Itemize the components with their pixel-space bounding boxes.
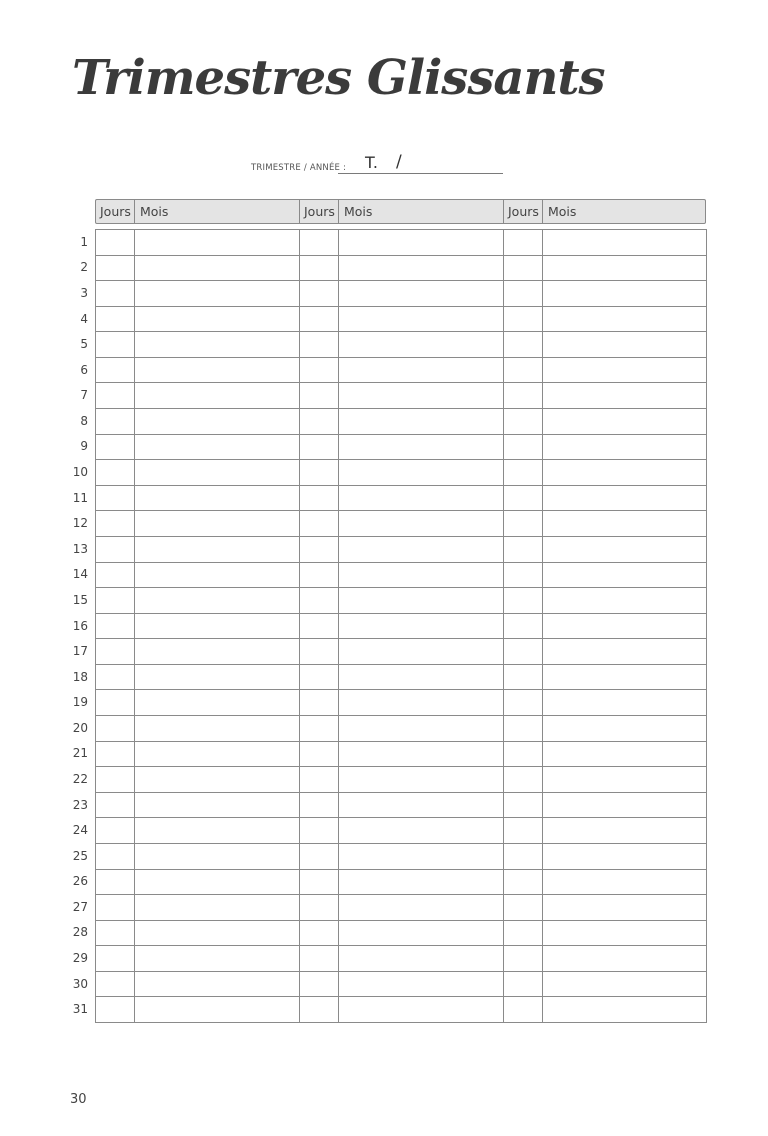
cell-divider [134, 972, 135, 997]
cell-divider [299, 563, 300, 588]
cell-divider [706, 563, 707, 588]
cell-divider [503, 435, 504, 460]
cell-divider [503, 818, 504, 843]
cell-divider [706, 511, 707, 536]
cell-divider [542, 946, 543, 971]
cell-divider [503, 665, 504, 690]
cell-divider [299, 997, 300, 1022]
cell-divider [542, 793, 543, 818]
row-number: 5 [80, 337, 88, 352]
cell-divider [299, 230, 300, 255]
header-jours-2: Jours [304, 204, 335, 219]
cell-divider [338, 844, 339, 869]
cell-divider [503, 972, 504, 997]
cell-divider [706, 716, 707, 741]
cell-divider [134, 639, 135, 664]
day-grid [95, 229, 707, 1023]
table-row [96, 307, 707, 333]
period-label: TRIMESTRE / ANNÉE : [251, 163, 347, 173]
header-jours-1: Jours [100, 204, 131, 219]
cell-divider [503, 486, 504, 511]
cell-divider [338, 332, 339, 357]
cell-divider [338, 818, 339, 843]
cell-divider [503, 383, 504, 408]
cell-divider [706, 435, 707, 460]
cell-divider [299, 972, 300, 997]
row-number: 8 [80, 413, 88, 428]
row-number: 6 [80, 362, 88, 377]
cell-divider [706, 281, 707, 306]
row-number: 7 [80, 388, 88, 403]
cell-divider [134, 563, 135, 588]
cell-divider [299, 690, 300, 715]
cell-divider [299, 332, 300, 357]
row-number: 12 [72, 516, 88, 531]
cell-divider [134, 460, 135, 485]
cell-divider [134, 383, 135, 408]
cell-divider [706, 639, 707, 664]
cell-divider [338, 230, 339, 255]
row-number: 21 [72, 746, 88, 761]
page-number: 30 [70, 1092, 87, 1107]
row-number: 16 [72, 618, 88, 633]
cell-divider [338, 767, 339, 792]
cell-divider [338, 460, 339, 485]
cell-divider [542, 997, 543, 1022]
cell-divider [299, 665, 300, 690]
cell-divider [706, 256, 707, 281]
table-row [96, 870, 707, 896]
cell-divider [706, 409, 707, 434]
table-row [96, 435, 707, 461]
cell-divider [299, 486, 300, 511]
cell-divider [338, 639, 339, 664]
row-number: 18 [72, 669, 88, 684]
cell-divider [503, 588, 504, 613]
cell-divider [503, 742, 504, 767]
cell-divider [542, 537, 543, 562]
row-number: 14 [72, 567, 88, 582]
cell-divider [503, 256, 504, 281]
cell-divider [706, 742, 707, 767]
cell-divider [542, 486, 543, 511]
cell-divider [706, 588, 707, 613]
cell-divider [706, 870, 707, 895]
cell-divider [542, 383, 543, 408]
table-row [96, 946, 707, 972]
cell-divider [503, 844, 504, 869]
cell-divider [542, 742, 543, 767]
cell-divider [134, 895, 135, 920]
row-number: 20 [72, 720, 88, 735]
cell-divider [299, 716, 300, 741]
cell-divider [299, 767, 300, 792]
cell-divider [338, 614, 339, 639]
cell-divider [338, 307, 339, 332]
table-row [96, 818, 707, 844]
table-row [96, 563, 707, 589]
row-number: 29 [72, 951, 88, 966]
cell-divider [299, 946, 300, 971]
cell-divider [134, 716, 135, 741]
cell-divider [134, 307, 135, 332]
row-number: 27 [72, 899, 88, 914]
cell-divider [338, 997, 339, 1022]
cell-divider [338, 921, 339, 946]
cell-divider [542, 690, 543, 715]
cell-divider [542, 895, 543, 920]
cell-divider [134, 537, 135, 562]
cell-divider [542, 256, 543, 281]
row-number: 25 [72, 848, 88, 863]
cell-divider [706, 383, 707, 408]
cell-divider [299, 921, 300, 946]
cell-divider [299, 358, 300, 383]
table-row [96, 383, 707, 409]
cell-divider [542, 563, 543, 588]
table-row [96, 972, 707, 998]
cell-divider [299, 281, 300, 306]
cell-divider [706, 332, 707, 357]
cell-divider [299, 639, 300, 664]
cell-divider [299, 742, 300, 767]
cell-divider [503, 537, 504, 562]
table-row [96, 614, 707, 640]
table-row [96, 793, 707, 819]
cell-divider [299, 511, 300, 536]
cell-divider [503, 307, 504, 332]
cell-divider [338, 435, 339, 460]
cell-divider [706, 358, 707, 383]
cell-divider [134, 256, 135, 281]
cell-divider [706, 793, 707, 818]
table-row [96, 230, 707, 256]
row-number: 19 [72, 695, 88, 710]
cell-divider [706, 921, 707, 946]
row-number: 30 [72, 976, 88, 991]
cell-divider [134, 409, 135, 434]
row-number: 3 [80, 285, 88, 300]
cell-divider [542, 281, 543, 306]
table-row [96, 716, 707, 742]
cell-divider [299, 435, 300, 460]
cell-divider [338, 895, 339, 920]
cell-divider [338, 690, 339, 715]
cell-divider [503, 895, 504, 920]
cell-divider [299, 588, 300, 613]
cell-divider [134, 921, 135, 946]
cell-divider [542, 818, 543, 843]
table-row [96, 844, 707, 870]
cell-divider [134, 997, 135, 1022]
cell-divider [338, 383, 339, 408]
cell-divider [299, 307, 300, 332]
table-row [96, 358, 707, 384]
cell-divider [503, 716, 504, 741]
cell-divider [338, 358, 339, 383]
cell-divider [706, 946, 707, 971]
table-row [96, 537, 707, 563]
row-number: 31 [72, 1002, 88, 1017]
table-row [96, 639, 707, 665]
cell-divider [542, 870, 543, 895]
header-mois-1: Mois [140, 204, 169, 219]
cell-divider [706, 486, 707, 511]
row-number: 26 [72, 874, 88, 889]
cell-divider [503, 230, 504, 255]
row-number: 22 [72, 771, 88, 786]
cell-divider [338, 409, 339, 434]
cell-divider [338, 588, 339, 613]
row-number: 11 [72, 490, 88, 505]
cell-divider [503, 281, 504, 306]
table-row [96, 895, 707, 921]
cell-divider [299, 383, 300, 408]
cell-divider [706, 614, 707, 639]
cell-divider [503, 511, 504, 536]
row-number: 17 [72, 644, 88, 659]
cell-divider [338, 511, 339, 536]
cell-divider [134, 767, 135, 792]
table-row [96, 511, 707, 537]
cell-divider [542, 409, 543, 434]
cell-divider [542, 358, 543, 383]
row-number: 10 [72, 465, 88, 480]
table-row [96, 921, 707, 947]
cell-divider [503, 997, 504, 1022]
cell-divider [338, 665, 339, 690]
period-separator: / [396, 152, 402, 172]
row-number: 9 [80, 439, 88, 454]
cell-divider [542, 307, 543, 332]
cell-divider [503, 946, 504, 971]
cell-divider [503, 921, 504, 946]
cell-divider [706, 972, 707, 997]
cell-divider [134, 281, 135, 306]
cell-divider [542, 460, 543, 485]
cell-divider [134, 358, 135, 383]
cell-divider [299, 409, 300, 434]
table-row [96, 665, 707, 691]
cell-divider [338, 793, 339, 818]
cell-divider [503, 870, 504, 895]
cell-divider [299, 460, 300, 485]
row-number: 4 [80, 311, 88, 326]
row-number: 24 [72, 823, 88, 838]
cell-divider [338, 742, 339, 767]
cell-divider [338, 486, 339, 511]
cell-divider [134, 742, 135, 767]
table-row [96, 332, 707, 358]
cell-divider [542, 665, 543, 690]
cell-divider [134, 511, 135, 536]
table-row [96, 588, 707, 614]
table-row [96, 486, 707, 512]
cell-divider [706, 895, 707, 920]
row-number: 13 [72, 541, 88, 556]
cell-divider [134, 870, 135, 895]
cell-divider [299, 793, 300, 818]
row-number: 1 [80, 234, 88, 249]
cell-divider [503, 409, 504, 434]
cell-divider [706, 818, 707, 843]
cell-divider [503, 460, 504, 485]
period-prefix: T. [365, 153, 378, 172]
cell-divider [338, 716, 339, 741]
header-jours-3: Jours [508, 204, 539, 219]
cell-divider [134, 435, 135, 460]
period-input-line[interactable] [338, 173, 503, 174]
cell-divider [134, 614, 135, 639]
cell-divider [542, 588, 543, 613]
cell-divider [134, 946, 135, 971]
table-row [96, 997, 707, 1023]
cell-divider [134, 844, 135, 869]
cell-divider [542, 844, 543, 869]
cell-divider [706, 537, 707, 562]
cell-divider [542, 230, 543, 255]
table-row [96, 256, 707, 282]
cell-divider [503, 793, 504, 818]
row-number: 23 [72, 797, 88, 812]
table-row [96, 460, 707, 486]
row-number: 2 [80, 260, 88, 275]
cell-divider [706, 230, 707, 255]
header-mois-2: Mois [344, 204, 373, 219]
cell-divider [503, 358, 504, 383]
cell-divider [503, 767, 504, 792]
cell-divider [134, 690, 135, 715]
cell-divider [706, 460, 707, 485]
cell-divider [338, 256, 339, 281]
table-row [96, 409, 707, 435]
cell-divider [542, 921, 543, 946]
cell-divider [542, 614, 543, 639]
cell-divider [338, 870, 339, 895]
cell-divider [706, 997, 707, 1022]
header-mois-3: Mois [548, 204, 577, 219]
cell-divider [299, 870, 300, 895]
cell-divider [134, 665, 135, 690]
cell-divider [338, 946, 339, 971]
cell-divider [134, 332, 135, 357]
cell-divider [299, 537, 300, 562]
table-row [96, 767, 707, 793]
cell-divider [299, 895, 300, 920]
cell-divider [706, 665, 707, 690]
cell-divider [542, 972, 543, 997]
cell-divider [338, 281, 339, 306]
cell-divider [134, 486, 135, 511]
cell-divider [542, 639, 543, 664]
cell-divider [299, 256, 300, 281]
cell-divider [706, 307, 707, 332]
page-title: Trimestres Glissants [72, 50, 605, 106]
table-row [96, 742, 707, 768]
cell-divider [503, 332, 504, 357]
table-row [96, 690, 707, 716]
cell-divider [503, 614, 504, 639]
cell-divider [706, 690, 707, 715]
cell-divider [134, 230, 135, 255]
cell-divider [134, 818, 135, 843]
cell-divider [134, 588, 135, 613]
cell-divider [338, 972, 339, 997]
cell-divider [542, 767, 543, 792]
table-row [96, 281, 707, 307]
row-number: 28 [72, 925, 88, 940]
table-header [95, 199, 706, 224]
cell-divider [299, 844, 300, 869]
cell-divider [338, 563, 339, 588]
cell-divider [706, 767, 707, 792]
cell-divider [299, 614, 300, 639]
cell-divider [542, 435, 543, 460]
cell-divider [299, 818, 300, 843]
cell-divider [503, 690, 504, 715]
cell-divider [503, 639, 504, 664]
cell-divider [134, 793, 135, 818]
cell-divider [542, 716, 543, 741]
cell-divider [542, 332, 543, 357]
cell-divider [542, 511, 543, 536]
cell-divider [503, 563, 504, 588]
cell-divider [338, 537, 339, 562]
row-number: 15 [72, 592, 88, 607]
cell-divider [706, 844, 707, 869]
